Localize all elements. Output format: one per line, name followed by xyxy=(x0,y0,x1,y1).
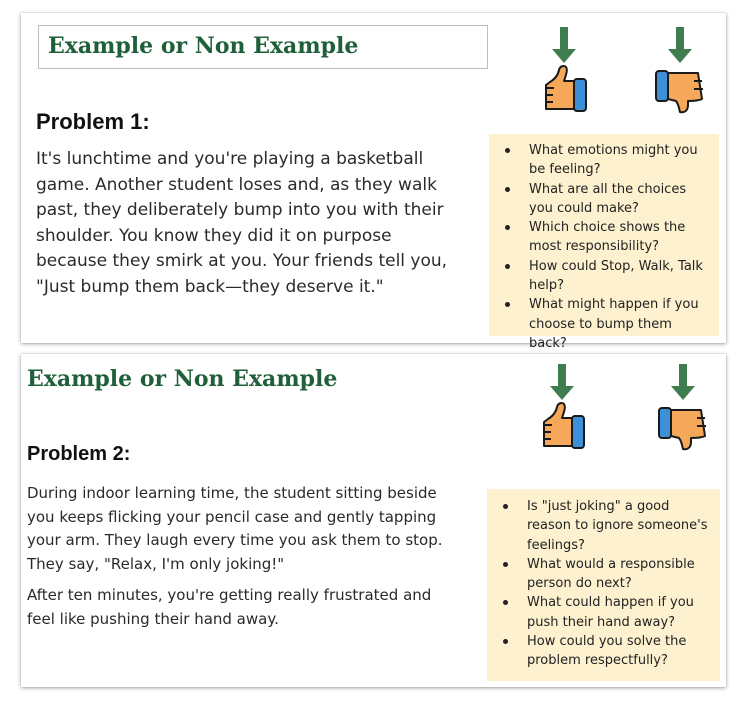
question-item: How could Stop, Walk, Talk help? xyxy=(529,257,713,296)
question-item: Which choice shows the most responsibility? xyxy=(529,218,713,257)
thumbs-down-with-arrow xyxy=(655,362,711,452)
problem-heading: Problem 2: xyxy=(27,443,131,465)
problem-heading: Problem 1: xyxy=(36,109,150,134)
thumbs-down-icon xyxy=(656,71,703,112)
scenario-text xyxy=(36,147,456,300)
scenario-paragraph: After ten minutes, you're getting really frustrated and feel like pushing their hand away. xyxy=(27,586,432,628)
question-item: How could you solve the problem respectfully? xyxy=(527,632,714,671)
scenario-paragraph: During indoor learning time, the student sitting beside you keeps flicking your pencil case and gently tapping your arm. They laugh every time you ask them to stop. They say, "Relax, I'm only joking!" xyxy=(27,484,443,573)
problem-card-2 xyxy=(21,354,726,687)
scenario-text xyxy=(27,482,459,639)
card-title: Example or Non Example xyxy=(27,366,338,392)
thumbs-up-icon xyxy=(544,403,584,448)
question-item: What would a responsible person do next? xyxy=(527,555,714,594)
thumbs-up-with-arrow xyxy=(536,362,592,452)
card-title: Example or Non Example xyxy=(48,33,359,59)
down-arrow-icon xyxy=(552,27,576,63)
problem-card-1 xyxy=(21,13,726,351)
down-arrow-icon xyxy=(668,27,692,63)
discussion-questions xyxy=(487,489,720,681)
question-item: What are all the choices you could make? xyxy=(529,180,713,219)
thumbs-down-icon xyxy=(659,408,706,449)
question-item: What could happen if you push their hand away? xyxy=(527,593,714,632)
scenario-paragraph: It's lunchtime and you're playing a basketball game. Another student loses and, as they walk past, they deliberately bump into you with their shoulder. You know they did it on purpose because they smirk at you. Your friends tell you, "Just bump them back—they deserve it." xyxy=(36,149,448,297)
down-arrow-icon xyxy=(671,364,695,400)
discussion-questions xyxy=(489,134,719,351)
question-item: What emotions might you be feeling? xyxy=(529,141,713,180)
thumbs-up-with-arrow xyxy=(538,25,594,115)
thumbs-up-icon xyxy=(546,66,586,111)
thumbs-down-with-arrow xyxy=(652,25,708,115)
question-item: Is "just joking" a good reason to ignore someone's feelings? xyxy=(527,497,714,555)
down-arrow-icon xyxy=(550,364,574,400)
title-box xyxy=(38,25,488,69)
question-item: What might happen if you choose to bump them back? xyxy=(529,295,713,353)
